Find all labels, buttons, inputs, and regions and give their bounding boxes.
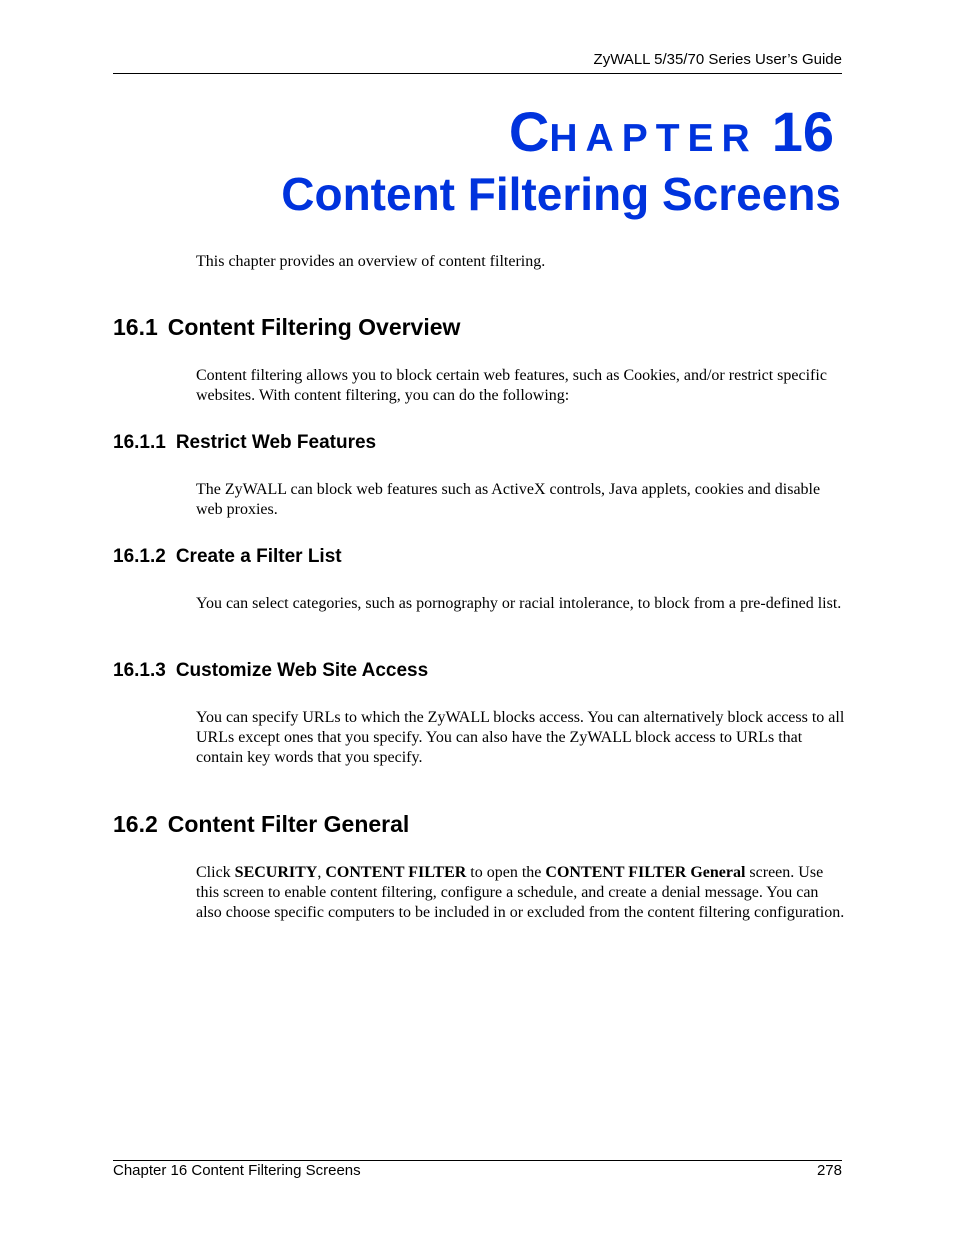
section-title: Content Filter General [167, 811, 410, 837]
intro-paragraph: This chapter provides an overview of content filtering. [196, 253, 546, 270]
text-click: Click [196, 864, 231, 881]
chapter-label-initial: C [508, 100, 550, 163]
section-number: 16.1.1 [113, 432, 166, 453]
page-number: 278 [816, 1162, 842, 1179]
ui-term-security: SECURITY [234, 864, 318, 881]
section-number: 16.1.2 [113, 546, 166, 567]
section-16-1-2-body: You can select categories, such as pornography or racial intolerance, to block from a pre-defined list. [196, 595, 842, 612]
text-to-open: to open the [470, 864, 542, 881]
section-number: 16.2 [113, 811, 158, 837]
section-heading-16-1-2 [113, 545, 342, 569]
section-16-1-1-body: The ZyWALL can block web features such as ActiveX controls, Java applets, cookies and disable web proxies. [196, 481, 821, 518]
ui-term-screen-name: CONTENT FILTER General [545, 864, 746, 881]
section-title: Content Filtering Overview [167, 314, 461, 340]
section-16-1-3-body: You can specify URLs to which the ZyWALL blocks access. You can alternatively block access to all URLs except ones that you specify. You can also have the ZyWALL block access to URLs that contain key words that you specify. [196, 709, 845, 766]
text-comma: , [317, 864, 322, 881]
section-title: Create a Filter List [175, 546, 342, 567]
chapter-label-rest: HAPTER [549, 117, 758, 160]
section-heading-16-1 [113, 313, 460, 341]
section-heading-16-1-1 [113, 431, 376, 455]
text-rest: screen. Use this screen to enable content filtering, configure a schedule, and create a denial message. You can also choose specific computers to be included in or excluded from the content filtering configuration. [196, 864, 845, 921]
ui-term-content-filter: CONTENT FILTER [325, 864, 467, 881]
section-heading-16-2 [113, 810, 409, 838]
section-16-1-body: Content filtering allows you to block certain web features, such as Cookies, and/or restrict specific websites. With content filtering, you can do the following: [196, 367, 827, 404]
footer-chapter-ref: Chapter 16 Content Filtering Screens [113, 1162, 361, 1179]
chapter-number: 16 [771, 100, 834, 163]
section-title: Restrict Web Features [175, 432, 377, 453]
section-number: 16.1.3 [113, 660, 166, 681]
section-title: Customize Web Site Access [175, 660, 429, 681]
section-heading-16-1-3 [113, 659, 428, 683]
section-16-2-body [196, 863, 846, 923]
guide-title: ZyWALL 5/35/70 Series User’s Guide [593, 51, 842, 68]
footer-rule [113, 1160, 842, 1161]
header-rule [113, 73, 842, 74]
chapter-title: Content Filtering Screens [281, 168, 841, 220]
section-number: 16.1 [113, 314, 158, 340]
